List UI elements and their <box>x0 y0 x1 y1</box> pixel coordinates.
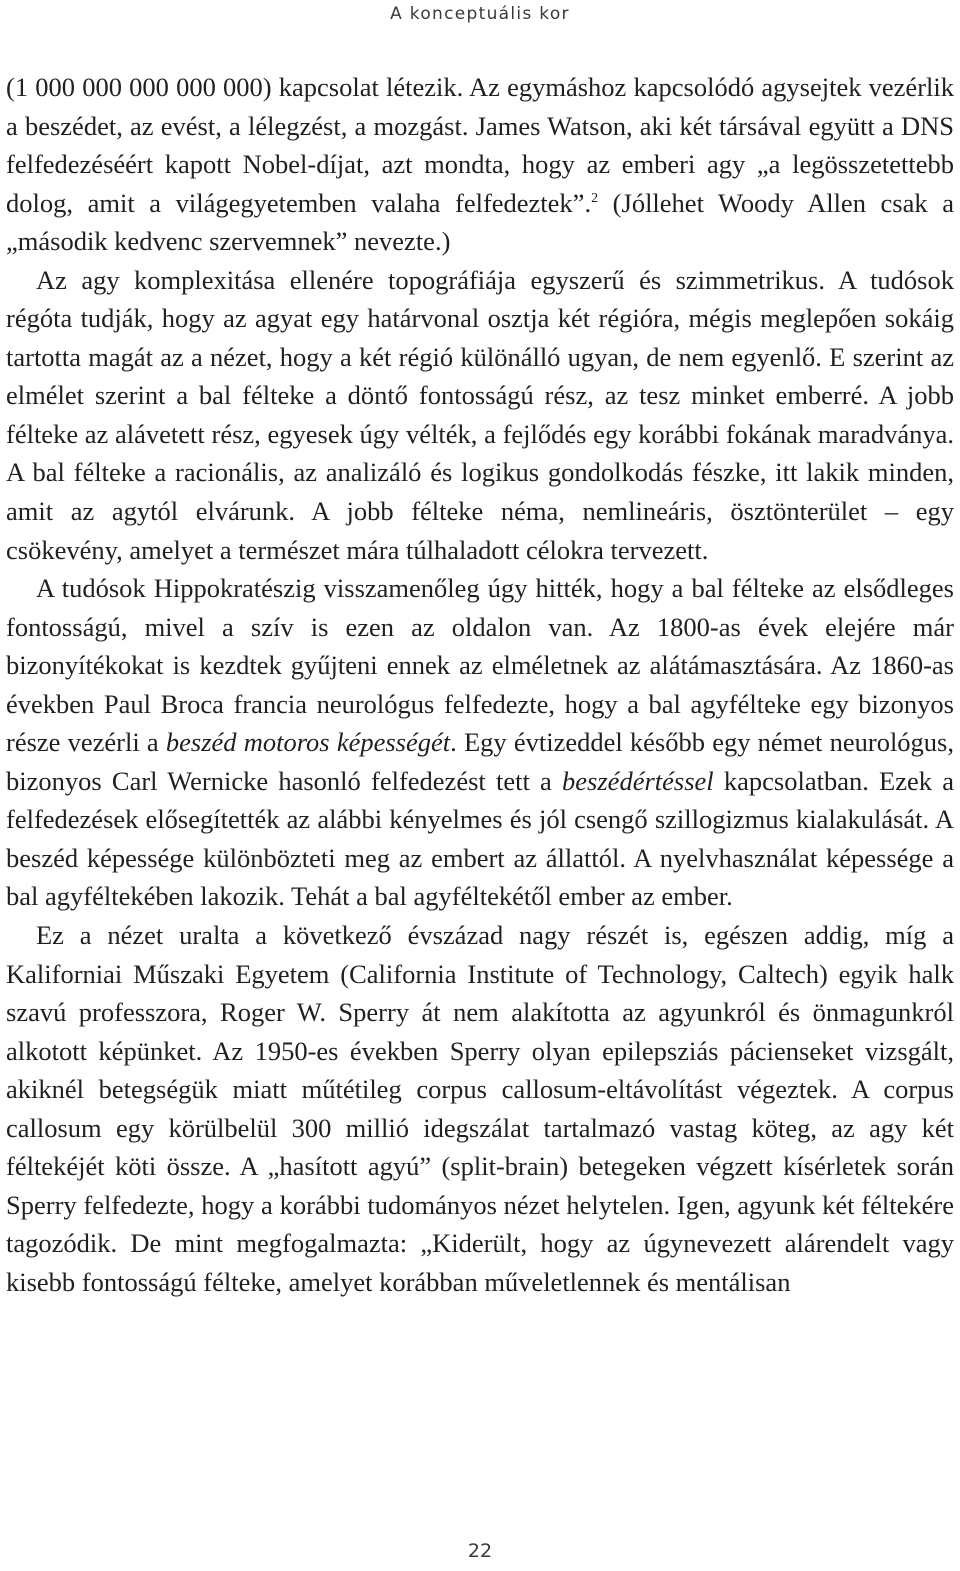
paragraph-2: Az agy komplexitása ellenére topográfiája egyszerű és szimmetrikus. A tudósok régóta tudják, hogy az agyat egy határvonal osztja két régióra, mégis meglepően sokáig tartotta magát az a nézet, hogy a két régió különálló ugyan, de nem egyenlő. E szerint az elmélet szerint a bal félteke a döntő fontosságú rész, az tesz minket emberré. A jobb félteke az alávetett rész, egyesek úgy vélték, a fejlődés egy korábbi fokának maradványa. A bal félteke a racionális, az analizáló és logikus gondolkodás fészke, itt lakik minden, amit az agytól elvárunk. A jobb félteke néma, nemlineáris, ösztönterület – egy csökevény, amelyet a természet mára túlhaladott célokra tervezett. <box>6 264 954 565</box>
paragraph-1-text-continued: (Jóllehet Woody Allen csak a „második kedvenc szervemnek” nevezte.) <box>6 187 954 257</box>
footnote-reference: 2 <box>591 190 599 206</box>
paragraph-3-text-end: kapcsolatban. Ezek a felfedezések elősegítették az alábbi kényelmes és jól csengő szillogizmus kialakulását. A beszéd képessége különbözteti meg az embert az állattól. A nyelvhasználat képessége a bal agyféltekében lakozik. Tehát a bal agyféltekétől ember az ember. <box>6 765 955 912</box>
emphasis-speech-comprehension: beszédértéssel <box>562 765 714 796</box>
running-head: A konceptuális kor <box>390 4 570 24</box>
paragraph-1 <box>6 68 954 261</box>
paragraph-3 <box>6 569 954 916</box>
paragraph-3-text: A tudósok Hippokratészig visszamenőleg úgy hitték, hogy a bal félteke az elsődleges fontosságú, mivel a szív is ezen az oldalon van. Az 1800-as évek elejére már bizonyítékokat is kezdtek gyűjteni ennek az elméletnek az alátámasztására. Az 1860-as években Paul Broca francia neurológus felfedezte, hogy a bal agyfélteke egy bizonyos része vezérli a <box>6 573 954 758</box>
emphasis-speech-motor: beszéd motoros képességét <box>165 727 451 758</box>
body-text <box>6 68 954 1302</box>
paragraph-4: Ez a nézet uralta a következő évszázad nagy részét is, egészen addig, míg a Kaliforniai Műszaki Egyetem (California Institute of Technology, Caltech) egyik halk szavú professzora, Roger W. Sperry át nem alakította az agyunkról és önmagunkról alkotott képünket. Az 1950-es években Sperry olyan epilepsziás pácienseket vizsgált, akiknél betegségük miatt műtétileg corpus callosum-eltávolítást végeztek. A corpus callosum egy körülbelül 300 millió idegszálat tartalmazó vastag köteg, az agy két féltekéjét köti össze. A „hasított agyú” (split-brain) betegeken végzett kísérletek során Sperry felfedezte, hogy a korábbi tudományos nézet helytelen. Igen, agyunk két féltekére tagozódik. De mint megfogalmazta: „Kiderült, hogy az úgynevezett alárendelt vagy kisebb fontosságú félteke, amelyet korábban műveletlennek és mentálisan <box>6 920 954 1297</box>
paragraph-3-text-continued: . Egy évtizeddel később egy német neurológus, bizonyos Carl Wernicke hasonló felfedezést tett a <box>6 727 954 796</box>
paragraph-1-text: (1 000 000 000 000 000) kapcsolat létezik. Az egymáshoz kapcsolódó agysejtek vezérlik a beszédet, az evést, a lélegzést, a mozgást. James Watson, aki két társával együtt a DNS felfedezéséért kapott Nobel-díjat, azt mondta, hogy az emberi agy „a legösszetettebb dolog, amit a világegyetemben valaha felfedeztek”. <box>6 72 954 218</box>
page-number: 22 <box>467 1540 493 1562</box>
